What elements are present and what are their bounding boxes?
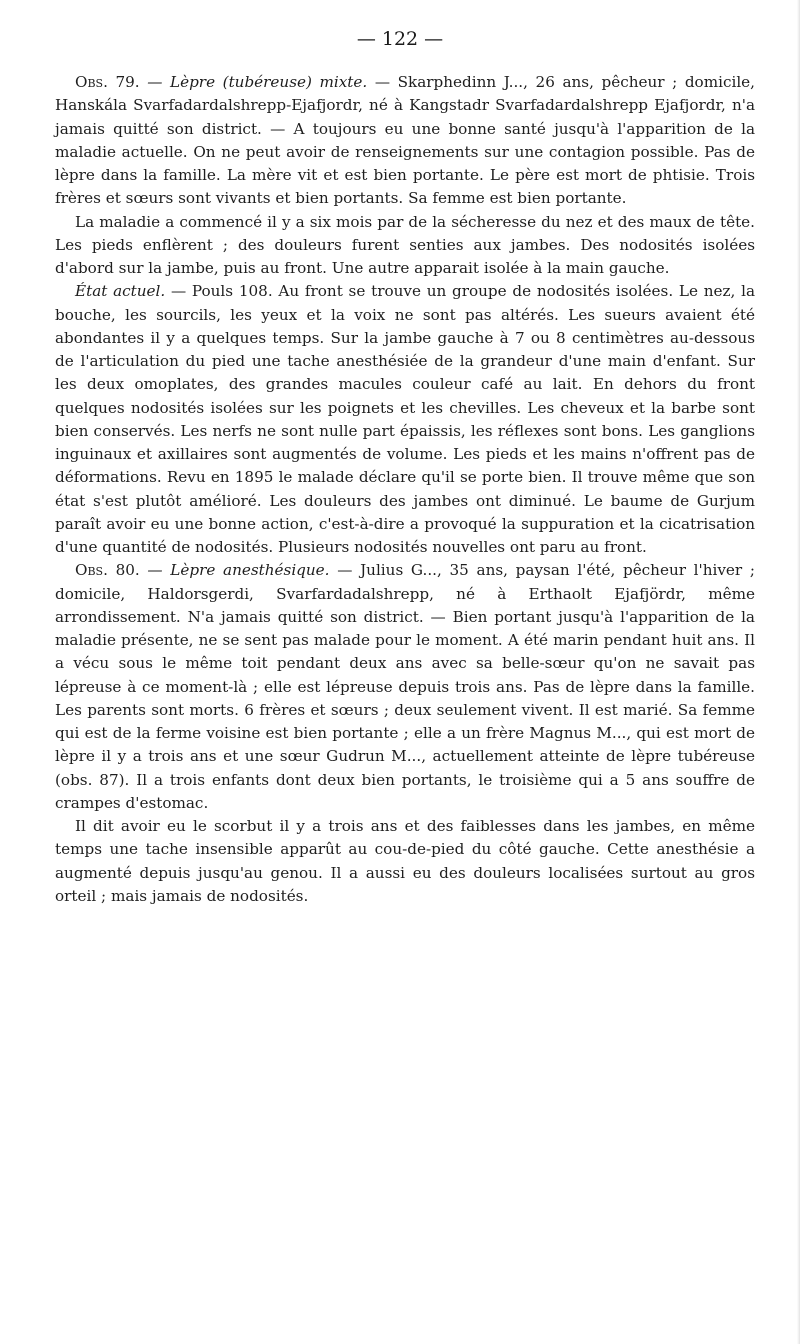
observation-label: Obs. 80. xyxy=(75,561,140,580)
paragraph-obs-80 xyxy=(55,559,755,815)
paragraph-scurvy xyxy=(55,815,755,908)
page-number: — 122 — xyxy=(356,28,444,50)
paragraph-text: — Skarphedinn J..., 26 ans, pêcheur ; domicile, Hanskála Svarfadardalshrepp-Ejafjordr, né à Kangstadr Svarfadardalshrepp Ejafjordr, n'a jamais quitté son district. — A toujours eu une bonne santé jusqu'à l'apparition de la maladie actuelle. On ne peut avoir de renseignements sur une contagion possible. Pas de lèpre dans la famille. La mère vit et est bien portante. Le père est mort de phtisie. Trois frères et sœurs sont vivants et bien portants. Sa femme est bien portante. xyxy=(55,73,755,208)
paragraph-obs-79 xyxy=(55,71,755,211)
observation-label: Obs. 79. xyxy=(75,73,140,91)
paragraph-text: — Julius G..., 35 ans, paysan l'été, pêcheur l'hiver ; domicile, Haldorsgerdi, Svarfardadalshrepp, né à Erthaolt Ejafjördr, même arrondissement. N'a jamais quitté son district. — Bien portant jusqu'à l'apparition de la maladie présente, ne se sent pas malade pour le moment. A été marin pendant huit ans. Il a vécu sous le même toit pendant deux ans avec sa belle-sœur qu'on ne savait pas lépreuse à ce moment-là ; elle est lépreuse depuis trois ans. Pas de lèpre dans la famille. Les parents sont morts. 6 frères et sœurs ; deux seulement vivent. Il est marié. Sa femme qui est de la ferme voisine est bien portante ; elle a un frère Magnus M..., qui est mort de lèpre il y a trois ans et une sœur Gudrun M..., actuellement atteinte de lèpre tubéreuse (obs. 87). Il a trois enfants dont deux bien portants, le troisième qui a 5 ans souffre de crampes d'estomac. xyxy=(55,561,755,812)
paragraph-text: Il dit avoir eu le scorbut il y a trois ans et des faiblesses dans les jambes, en même temps une tache insensible apparût au cou-de-pied du côté gauche. Cette anesthésie a augmenté depuis jusqu'au genou. Il a aussi eu des douleurs localisées surtout au gros orteil ; mais jamais de nodosités. xyxy=(55,817,755,905)
paragraph-history xyxy=(55,211,755,281)
paragraph-text: La maladie a commencé il y a six mois par de la sécheresse du nez et des maux de tête. Les pieds enflèrent ; des douleurs furent senties aux jambes. Des nodosités isolées d'abord sur la jambe, puis au front. Une autre apparait isolée à la main gauche. xyxy=(55,212,755,277)
paragraph-text: — Pouls 108. Au front se trouve un groupe de nodosités isolées. Le nez, la bouche, les sourcils, les yeux et la voix ne sont pas altérés. Les sueurs avaient été abondantes il y a quelques temps. Sur la jambe gauche à 7 ou 8 centimètres au-dessous de l'articulation du pied une tache anesthésiée de la grandeur d'une main d'enfant. Sur les deux omoplates, des grandes macules couleur café au lait. En dehors du front quelques nodosités isolées sur les poignets et les chevilles. Les cheveux et la barbe sont bien conservés. Les nerfs ne sont nulle part épaissis, les réflexes sont bons. Les ganglions inguinaux et axillaires sont augmentés de volume. Les pieds et les mains n'offrent pas de déformations. Revu en 1895 le malade déclare qu'il se porte bien. Il trouve même que son état s'est plutôt amélioré. Les douleurs des jambes ont diminué. Le baume de Gurjum paraît avoir eu une bonne action, c'est-à-dire a provoqué la suppuration et la cicatrisation d'une quantité de nodosités. Plusieurs nodosités nouvelles ont paru au front. xyxy=(55,282,755,556)
observation-title: — Lèpre anesthésique. xyxy=(139,561,330,580)
observation-title: — Lèpre (tubéreuse) mixte. xyxy=(147,73,368,91)
section-title: État actuel. xyxy=(75,282,166,301)
paragraph-current-state xyxy=(55,280,755,559)
body-text xyxy=(55,71,755,908)
